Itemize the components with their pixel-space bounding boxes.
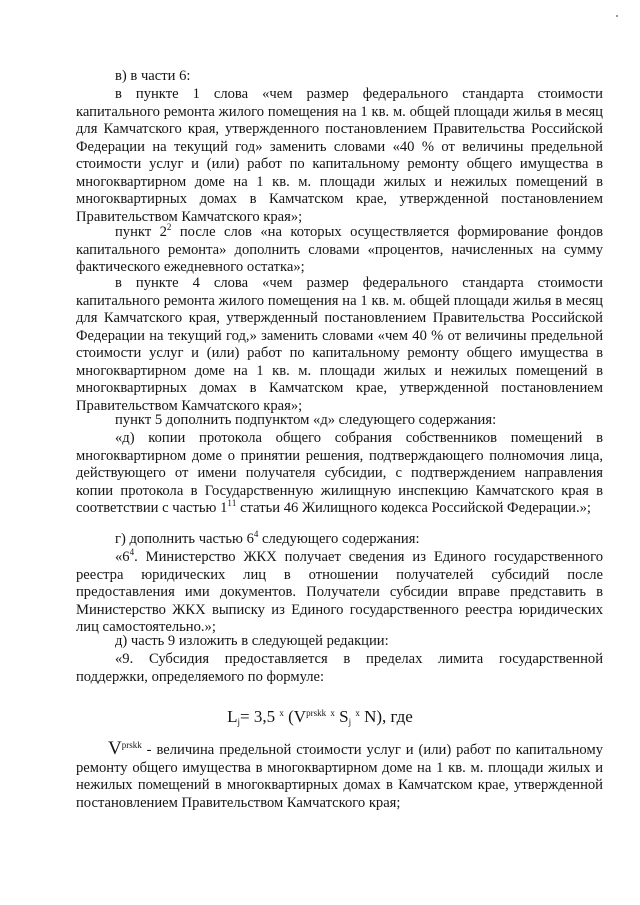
punctuation: . — [134, 549, 138, 565]
paragraph-text: г) дополнить частью 6 — [115, 531, 254, 547]
punkt-prefix: пункт 2 — [115, 224, 167, 240]
superscript: prskk — [121, 740, 142, 750]
paragraph-part-6-4 — [76, 549, 603, 637]
superscript: 1 — [227, 498, 232, 508]
formula-multiply: x — [355, 708, 360, 718]
paragraph-part-g — [76, 531, 603, 549]
scan-speck — [616, 15, 618, 17]
paragraph-part-9 — [76, 651, 603, 686]
superscript: 1 — [231, 498, 237, 508]
formula-v: (V — [283, 707, 307, 726]
formula-tail: N), где — [364, 707, 413, 726]
formula-lhs: L — [227, 707, 238, 726]
quote-open: «6 — [115, 549, 130, 565]
paragraph-text: следующего содержания: — [262, 531, 420, 547]
paragraph-text: в пункте 1 слова «чем размер федерального стандарта стоимости капитального ремонта жилого помещения на 1 кв. м. общей площади жилья в месяц для Камчатского края, утвержденного постановлением Правительства Российской Федерации на текущий год» заменить словами «40 % от величины предельной стоимости услуг и (или) работ по капитальному ремонту общего имущества в многоквартирном доме на 1 кв. м. площади жилых и нежилых помещений в многоквартирных домах в Камчатском крае, утвержденной постановлением Правительством Камчатского края»; — [76, 86, 603, 225]
paragraph-text: - величина предельной стоимости услуг и (или) работ по капитальному ремонту общего имущества в многоквартирном доме на 1 кв. м. площади жилых и нежилых помещений в многоквартирных домах в Камчатском крае, утвержденной постановлением Правительством Камчатского края; — [76, 742, 603, 811]
formula-s: S — [339, 707, 349, 726]
formula-subscript: j — [348, 717, 352, 727]
subsidy-formula — [0, 707, 640, 727]
paragraph-text: после слов «на которых осуществляется формирование фондов капитального ремонта» дополнить словами «процентов, начисленных на сумму фактического ежедневного остатка»; — [76, 224, 603, 275]
paragraph-item-5 — [76, 412, 603, 430]
formula-multiply: x — [330, 708, 335, 718]
paragraph-text: «д) копии протокола общего собрания собственников помещений в многоквартирном доме о принятии решения, подтверждающего полномочия лица, действующего от имени получателя субсидии, с подтверждением направления копии протокола в Государственную жилищную инспекцию Камчатского края в соответствии с частью 1 — [76, 430, 603, 516]
paragraph-text: в) в части 6: — [115, 68, 191, 84]
paragraph-part-d — [76, 633, 603, 651]
paragraph-text: в пункте 4 слова «чем размер федерального стандарта стоимости капитального ремонта жилого помещения на 1 кв. м. общей площади жилья в месяц для Камчатского края, утвержденный постановлением Правительства Российской Федерации на текущий год,» заменить словами «чем 40 % от величины предельной стоимости услуг и (или) работ по капитальному ремонту общего имущества в многоквартирном доме на 1 кв. м. площади жилых и нежилых помещений в многоквартирных домах в Камчатском крае, утвержденной постановлением Правительством Камчатского края»; — [76, 275, 603, 414]
definition-symbol: V — [108, 738, 122, 759]
superscript: 2 — [166, 222, 172, 232]
paragraph-text: д) часть 9 изложить в следующей редакции: — [115, 633, 389, 649]
paragraph-subitem-d — [76, 430, 603, 518]
paragraph-item-1 — [76, 86, 603, 226]
formula-subscript: j — [237, 717, 241, 727]
formula-superscript: prskk — [306, 708, 327, 718]
paragraph-text: статьи 46 Жилищного кодекса Российской Федерации.»; — [240, 500, 591, 516]
formula-eq: = 3,5 — [240, 707, 276, 726]
paragraph-item-4 — [76, 275, 603, 415]
paragraph-text: Министерство ЖКХ получает сведения из Единого государственного реестра юридических лиц в отношении получателей субсидий после предоставления ими документов. Получатели субсидии вправе представить в Министерство ЖКХ выписку из Единого государственного реестра юридических лиц самостоятельно.»; — [76, 549, 603, 635]
paragraph-text: пункт 5 дополнить подпунктом «д» следующего содержания: — [115, 412, 497, 428]
paragraph-item-2-2 — [76, 224, 603, 277]
superscript: 4 — [129, 547, 135, 557]
paragraph-part-v — [76, 68, 603, 86]
paragraph-definition-v — [76, 740, 603, 812]
superscript: 4 — [253, 529, 259, 539]
formula-multiply: x — [279, 708, 284, 718]
paragraph-text: «9. Субсидия предоставляется в пределах лимита государственной поддержки, определяемого по формуле: — [76, 651, 603, 685]
